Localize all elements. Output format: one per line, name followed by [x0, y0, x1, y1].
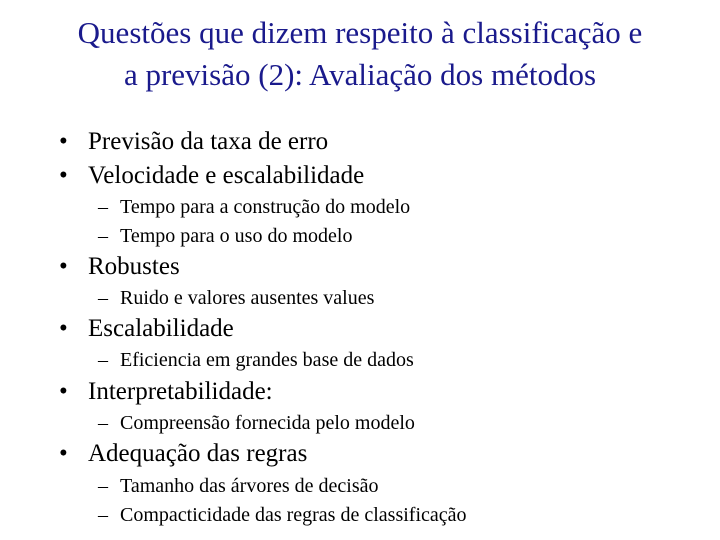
bullet-item — [59, 127, 328, 157]
bullet-text: Escalabilidade — [88, 315, 234, 342]
sub-bullet-text: Tamanho das árvores de decisão — [120, 475, 379, 497]
sub-bullet-item — [98, 348, 414, 372]
bullet-icon: • — [59, 253, 68, 280]
sub-bullet-text: Ruido e valores ausentes values — [120, 287, 375, 309]
slide-title-line-1: Questões que dizem respeito à classificação e — [77, 15, 643, 50]
dash-icon: – — [98, 225, 108, 247]
sub-bullet-item — [98, 224, 352, 248]
sub-bullet-text: Compreensão fornecida pelo modelo — [120, 412, 415, 434]
sub-bullet-item — [98, 286, 374, 310]
sub-bullet-item — [98, 474, 379, 498]
bullet-text: Adequação das regras — [88, 440, 308, 467]
sub-bullet-item — [98, 503, 467, 527]
bullet-item — [59, 439, 307, 469]
bullet-item — [59, 252, 180, 282]
bullet-icon: • — [59, 128, 68, 155]
bullet-icon: • — [59, 162, 68, 189]
sub-bullet-text: Tempo para o uso do modelo — [120, 225, 353, 247]
dash-icon: – — [98, 287, 108, 309]
bullet-icon: • — [59, 440, 68, 467]
sub-bullet-item — [98, 195, 410, 219]
dash-icon: – — [98, 349, 108, 371]
sub-bullet-item — [98, 411, 415, 435]
bullet-icon: • — [59, 315, 68, 342]
bullet-text: Robustes — [88, 253, 180, 280]
dash-icon: – — [98, 475, 108, 497]
sub-bullet-text: Compacticidade das regras de classificação — [120, 504, 467, 526]
bullet-text: Interpretabilidade: — [88, 378, 273, 405]
bullet-icon: • — [59, 378, 68, 405]
dash-icon: – — [98, 504, 108, 526]
sub-bullet-text: Eficiencia em grandes base de dados — [120, 349, 414, 371]
bullet-item — [59, 314, 234, 344]
bullet-item — [59, 377, 273, 407]
dash-icon: – — [98, 412, 108, 434]
bullet-text: Previsão da taxa de erro — [88, 128, 329, 155]
dash-icon: – — [98, 196, 108, 218]
slide-title-line-2: a previsão (2): Avaliação dos métodos — [123, 57, 597, 92]
bullet-text: Velocidade e escalabilidade — [88, 162, 365, 189]
sub-bullet-text: Tempo para a construção do modelo — [120, 196, 411, 218]
slide-title — [10, 12, 710, 96]
bullet-item — [59, 161, 364, 191]
